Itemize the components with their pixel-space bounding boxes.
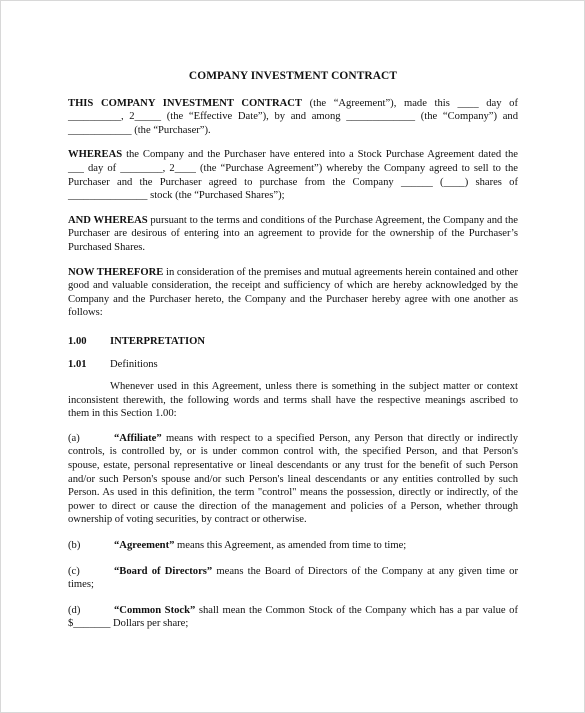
now-therefore-lead: NOW THEREFORE: [68, 266, 164, 278]
section-number: 1.00: [68, 335, 87, 347]
section-title: INTERPRETATION: [110, 335, 205, 347]
whereas-text: the Company and the Purchaser have entered into a Stock Purchase Agreement dated the ___ day of ________, 2____ (the “Purchase Agreement”) whereby the Company agreed to sell to the Purchaser and the Purchaser agreed to purchase from the Company ______ (____) shares of _______________ stock (the “Purchased Shares”);: [68, 149, 518, 202]
document-title: COMPANY INVESTMENT CONTRACT: [188, 70, 398, 82]
definition-term: “Affiliate”: [114, 432, 162, 444]
definition-label: (a): [68, 432, 80, 444]
subsection-number: 1.01: [68, 358, 87, 370]
definition-label: (d): [68, 604, 81, 616]
whereas-paragraph: [68, 148, 518, 202]
intro-paragraph: [68, 97, 518, 138]
intro-text: (the “Agreement”), made this ____ day of __________, 2_____ (the “Effective Date”), by and among _____________ (the “Company”) and ____________ (the “Purchaser”).: [68, 97, 518, 136]
definition-text: means the Board of Directors of the Company at any given time or times;: [68, 565, 518, 591]
definition-term: “Agreement”: [114, 540, 175, 552]
contract-body: [68, 70, 518, 643]
definition-term: “Board of Directors”: [114, 565, 213, 577]
definition-common-stock: [68, 604, 518, 631]
definition-board-of-directors: [68, 565, 518, 592]
now-therefore-paragraph: [68, 266, 518, 320]
definition-affiliate: [68, 432, 518, 527]
intro-lead: THIS COMPANY INVESTMENT CONTRACT: [68, 97, 302, 109]
definition-text: shall mean the Common Stock of the Company which has a par value of $_______ Dollars per share;: [68, 604, 518, 630]
subsection-title: Definitions: [110, 358, 158, 370]
section-heading: [68, 335, 518, 349]
subsection-heading: [68, 358, 518, 372]
definition-text: means with respect to a specified Person, any Person that directly or indirectly controls, is controlled by, or is under common control with, the specified Person, and that Person's spouse, estate, personal representative or lineal descendants or any trust for the benefit of such Person and/or such Person's spouse and/or such Person's lineal descendants or any entities controlled by such Person. As used in this definition, the term "control" means the possession, directly or indirectly, of the power to direct or cause the direction of the management and policies of a Person, whether through ownership of voting securities, by contract or otherwise.: [68, 432, 518, 526]
definitions-intro: Whenever used in this Agreement, unless there is something in the subject matter or context inconsistent therewith, the following words and terms shall have the respective meanings ascribed to them in this Section 1.00:: [68, 381, 518, 420]
definition-agreement: [68, 539, 518, 553]
and-whereas-text: pursuant to the terms and conditions of the Purchase Agreement, the Company and the Purchaser are desirous of entering into an agreement to provide for the ownership of the Purchaser’s Purchased Shares.: [68, 214, 518, 253]
definition-text: means this Agreement, as amended from time to time;: [174, 540, 407, 552]
and-whereas-paragraph: [68, 214, 518, 255]
definition-term: “Common Stock”: [114, 604, 196, 616]
now-therefore-text: in consideration of the premises and mutual agreements herein contained and other good and valuable consideration, the receipt and sufficiency of which are hereby acknowledged by the Company and the Purchaser hereto, the Company and the Purchaser hereby agree with one another as follows:: [68, 266, 518, 319]
and-whereas-lead: AND WHEREAS: [68, 214, 148, 226]
whereas-lead: WHEREAS: [68, 149, 123, 161]
definition-label: (c): [68, 565, 80, 577]
definition-label: (b): [68, 540, 81, 552]
